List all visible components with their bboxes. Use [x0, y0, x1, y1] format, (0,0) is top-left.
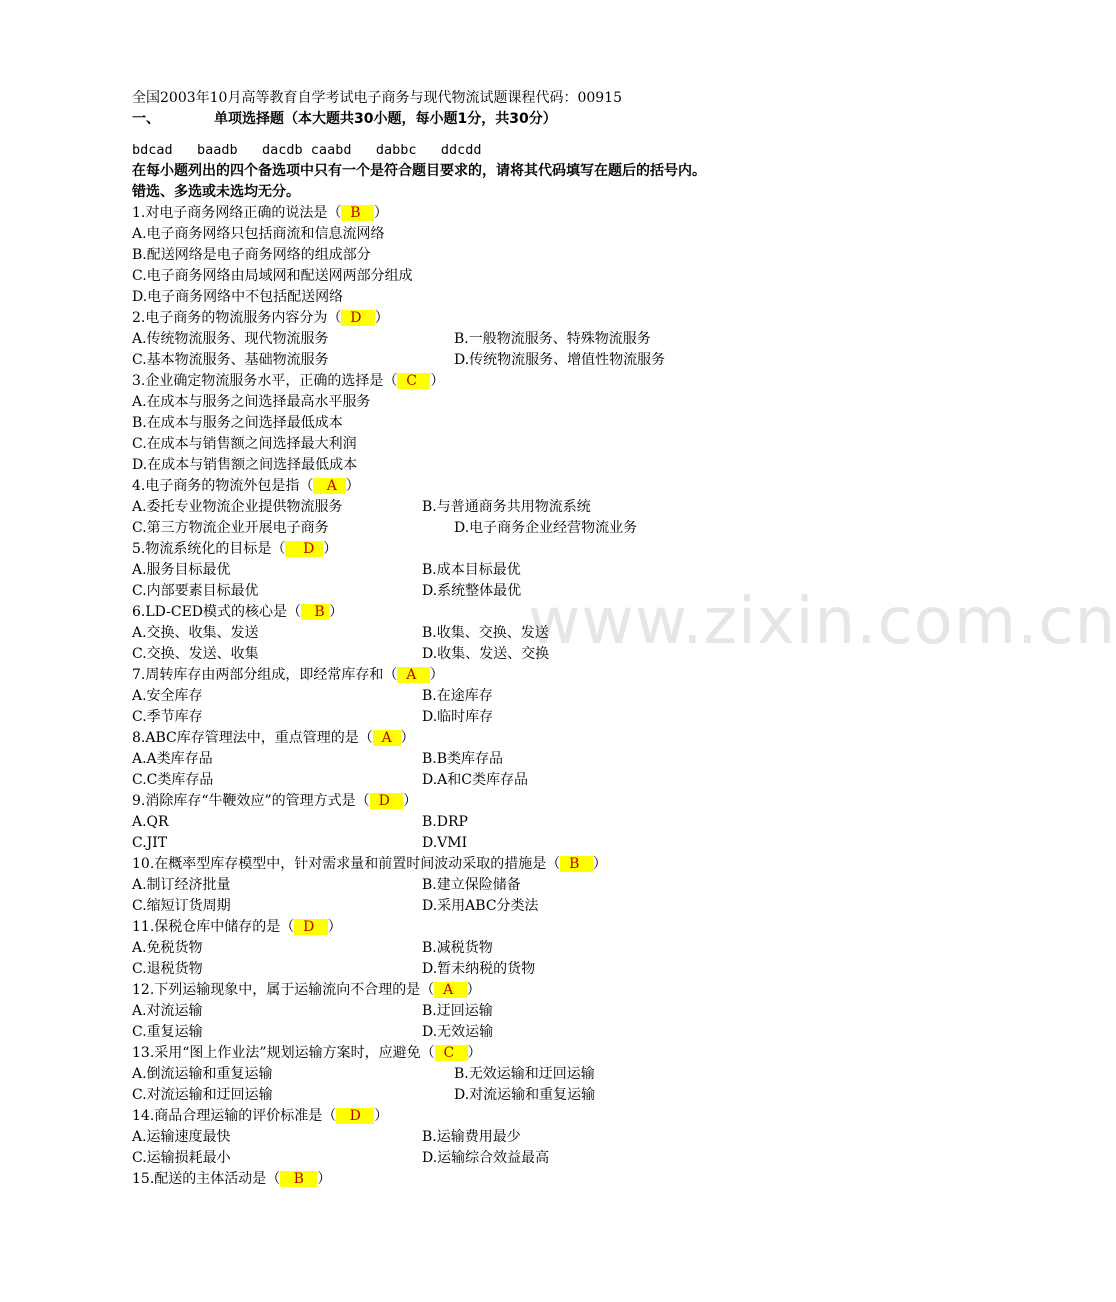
answer-highlight: D [285, 541, 324, 557]
option: A.委托专业物流企业提供物流服务 [132, 499, 343, 515]
option: B.运输费用最少 [422, 1129, 521, 1145]
option: D.系统整体最优 [422, 583, 522, 599]
question-text: 1.对电子商务网络正确的说法是（ [132, 205, 342, 221]
option: D.A和C类库存品 [422, 772, 528, 788]
option-row [132, 1064, 832, 1085]
option-row [132, 518, 832, 539]
option: B.在途库存 [422, 688, 493, 704]
section-title: 单项选择题（本大题共30小题，每小题1分，共30分） [214, 111, 557, 127]
section-heading [132, 109, 832, 130]
question-text: 12.下列运输现象中，属于运输流向不合理的是（ [132, 982, 435, 998]
question-stem [132, 980, 832, 1001]
option: C.第三方物流企业开展电子商务 [132, 520, 329, 536]
answer-highlight: C [397, 373, 431, 389]
question-list [132, 203, 832, 1190]
option: D.采用ABC分类法 [422, 898, 539, 914]
exam-title: 全国2003年10月高等教育自学考试电子商务与现代物流试题课程代码：00915 [132, 90, 622, 106]
question-stem [132, 203, 832, 224]
option: D.暂未纳税的货物 [422, 961, 536, 977]
option: A.QR [132, 814, 169, 830]
option-row [132, 833, 832, 854]
option: D.运输综合效益最高 [422, 1150, 550, 1166]
question-close: ） [345, 478, 360, 494]
option-row [132, 560, 832, 581]
question-text: 15.配送的主体活动是（ [132, 1171, 281, 1187]
option: D.无效运输 [422, 1024, 494, 1040]
question-close: ） [329, 604, 344, 620]
answer-highlight: D [369, 793, 404, 809]
question-text: 11.保税仓库中储存的是（ [132, 919, 295, 935]
answer-key: bdcad baadb dacdb caabd dabbc ddcdd [132, 142, 482, 158]
question-stem [132, 1106, 832, 1127]
option: D.临时库存 [422, 709, 494, 725]
option-row [132, 1148, 832, 1169]
option: A.在成本与服务之间选择最高水平服务 [132, 394, 371, 410]
answer-highlight: A [313, 478, 346, 494]
answer-highlight: B [280, 1171, 318, 1187]
question-stem [132, 539, 832, 560]
answer-highlight: D [336, 1108, 375, 1124]
question-stem [132, 602, 832, 623]
option: D.电子商务企业经营物流业务 [454, 520, 638, 536]
option: A.传统物流服务、现代物流服务 [132, 331, 329, 347]
option-row [132, 770, 832, 791]
instruction-line-2: 错选、多选或未选均无分。 [132, 184, 300, 200]
question-text: 4.电子商务的物流外包是指（ [132, 478, 314, 494]
question-text: 10.在概率型库存模型中，针对需求量和前置时间波动采取的措施是（ [132, 856, 561, 872]
question-close: ） [317, 1171, 332, 1187]
option: A.倒流运输和重复运输 [132, 1066, 273, 1082]
question-close: ） [374, 1108, 389, 1124]
question-text: 6.LD-CED模式的核心是（ [132, 604, 302, 620]
question-text: 3.企业确定物流服务水平，正确的选择是（ [132, 373, 398, 389]
question-close: ） [467, 1045, 482, 1061]
option-row [132, 812, 832, 833]
option: B.配送网络是电子商务网络的组成部分 [132, 247, 371, 263]
option: A.免税货物 [132, 940, 203, 956]
option: A.安全库存 [132, 688, 203, 704]
question-close: ） [373, 205, 388, 221]
exam-document [132, 88, 832, 1190]
answer-highlight: D [341, 310, 375, 326]
option-row [132, 707, 832, 728]
question-stem [132, 728, 832, 749]
option-row [132, 1085, 832, 1106]
option: A.服务目标最优 [132, 562, 231, 578]
instruction-line-1: 在每小题列出的四个备选项中只有一个是符合题目要求的，请将其代码填写在题后的括号内。 [132, 163, 706, 179]
question-close: ） [403, 793, 418, 809]
question-text: 7.周转库存由两部分组成，即经常库存和（ [132, 667, 398, 683]
option: C.在成本与销售额之间选择最大利润 [132, 436, 357, 452]
option: C.内部要素目标最优 [132, 583, 259, 599]
option: D.收集、发送、交换 [422, 646, 550, 662]
option-row [132, 623, 832, 644]
question-text: 2.电子商务的物流服务内容分为（ [132, 310, 342, 326]
question-stem [132, 917, 832, 938]
option: A.A类库存品 [132, 751, 213, 767]
watermark: www.zixin.com.cn [528, 585, 1116, 659]
option: A.制订经济批量 [132, 877, 231, 893]
question-stem [132, 308, 832, 329]
option: B.DRP [422, 814, 468, 830]
question-close: ） [429, 667, 444, 683]
answer-highlight: C [434, 1045, 468, 1061]
answer-highlight: A [434, 982, 467, 998]
option: D.在成本与销售额之间选择最低成本 [132, 457, 358, 473]
option: D.对流运输和重复运输 [454, 1087, 596, 1103]
question-close: ） [466, 982, 481, 998]
question-text: 5.物流系统化的目标是（ [132, 541, 286, 557]
option-row [132, 581, 832, 602]
option: C.电子商务网络由局域网和配送网两部分组成 [132, 268, 413, 284]
option: B.迂回运输 [422, 1003, 493, 1019]
question-close: ） [323, 541, 338, 557]
option: B.B类库存品 [422, 751, 504, 767]
option-row [132, 1001, 832, 1022]
option-row [132, 686, 832, 707]
option-row [132, 749, 832, 770]
option: C.交换、发送、收集 [132, 646, 259, 662]
option-row [132, 1022, 832, 1043]
option: C.JIT [132, 835, 168, 851]
option: C.运输损耗最小 [132, 1150, 231, 1166]
option-row [132, 896, 832, 917]
option: D.传统物流服务、增值性物流服务 [454, 352, 666, 368]
option: B.建立保险储备 [422, 877, 521, 893]
option-row [132, 959, 832, 980]
question-close: ） [327, 919, 342, 935]
answer-highlight: A [372, 730, 401, 746]
option: C.C类库存品 [132, 772, 214, 788]
option-row [132, 938, 832, 959]
question-stem [132, 665, 832, 686]
question-text: 13.采用“图上作业法”规划运输方案时，应避免（ [132, 1045, 435, 1061]
question-stem [132, 371, 832, 392]
option: C.重复运输 [132, 1024, 203, 1040]
option: B.与普通商务共用物流系统 [422, 499, 591, 515]
question-stem [132, 854, 832, 875]
option-row [132, 350, 832, 371]
option: C.缩短订货周期 [132, 898, 231, 914]
question-stem [132, 476, 832, 497]
option: A.对流运输 [132, 1003, 203, 1019]
question-stem [132, 1043, 832, 1064]
question-text: 14.商品合理运输的评价标准是（ [132, 1108, 337, 1124]
option: C.退税货物 [132, 961, 203, 977]
answer-highlight: B [301, 604, 330, 620]
question-text: 8.ABC库存管理法中，重点管理的是（ [132, 730, 373, 746]
section-number: 一、 [132, 111, 160, 127]
question-close: ） [430, 373, 445, 389]
option-row [132, 1127, 832, 1148]
question-stem [132, 1169, 832, 1190]
option: D.电子商务网络中不包括配送网络 [132, 289, 344, 305]
option: B.收集、交换、发送 [422, 625, 549, 641]
option: B.成本目标最优 [422, 562, 521, 578]
option: C.季节库存 [132, 709, 203, 725]
question-close: ） [400, 730, 415, 746]
option: B.减税货物 [422, 940, 493, 956]
option: B.在成本与服务之间选择最低成本 [132, 415, 343, 431]
option-row [132, 329, 832, 350]
option: A.运输速度最快 [132, 1129, 231, 1145]
option-row [132, 497, 832, 518]
answer-highlight: B [560, 856, 593, 872]
answer-highlight: A [397, 667, 430, 683]
question-close: ） [592, 856, 607, 872]
option: B.一般物流服务、特殊物流服务 [454, 331, 651, 347]
answer-highlight: B [341, 205, 374, 221]
option: C.对流运输和迂回运输 [132, 1087, 273, 1103]
question-stem [132, 791, 832, 812]
option: D.VMI [422, 835, 468, 851]
option: A.电子商务网络只包括商流和信息流网络 [132, 226, 385, 242]
answer-highlight: D [294, 919, 328, 935]
option-row [132, 644, 832, 665]
option: C.基本物流服务、基础物流服务 [132, 352, 329, 368]
option-row [132, 875, 832, 896]
question-close: ） [374, 310, 389, 326]
option: B.无效运输和迂回运输 [454, 1066, 595, 1082]
option: A.交换、收集、发送 [132, 625, 259, 641]
question-text: 9.消除库存“牛鞭效应”的管理方式是（ [132, 793, 370, 809]
